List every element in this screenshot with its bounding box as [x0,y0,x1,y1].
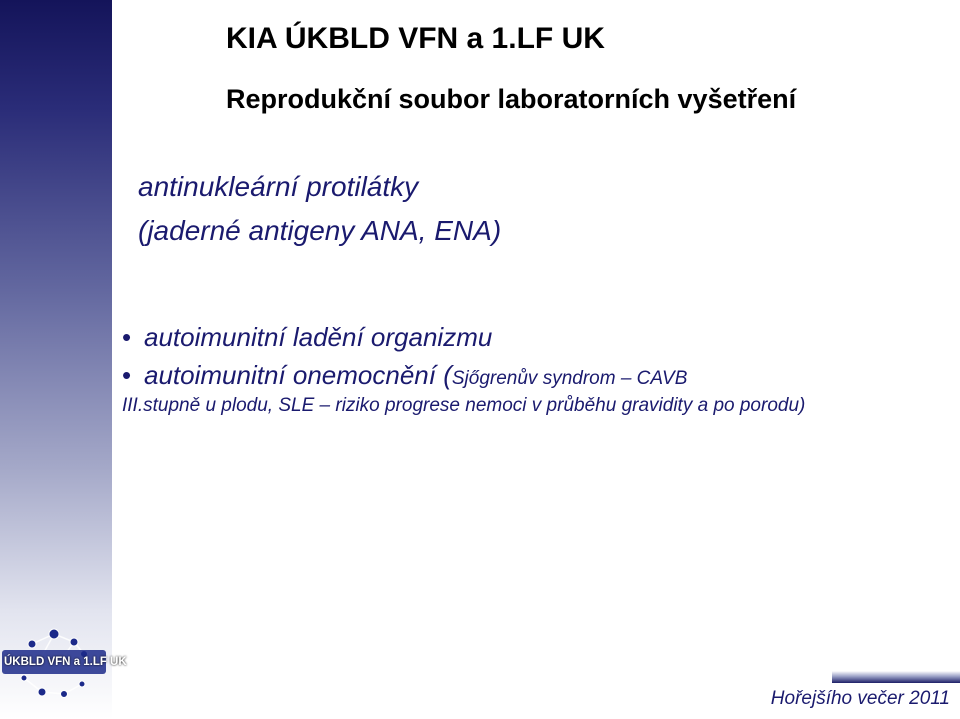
topic-line-2: (jaderné antigeny ANA, ENA) [138,215,502,246]
bullet-dot-icon: • [122,322,132,352]
bullet-continuation: III.stupně u plodu, SLE – riziko progrese nemoci v průběhu gravidity a po porodu) [122,395,806,416]
page-title: KIA ÚKBLD VFN a 1.LF UK [226,22,605,55]
bullet-item [122,318,922,356]
bullet-text: autoimunitní onemocnění ( [144,360,452,390]
bullet-dot-icon: • [122,360,132,390]
bullet-text-detail: Sjőgrenův syndrom – CAVB [451,368,688,389]
topic-heading [138,165,501,253]
page-subtitle: Reprodukční soubor laboratorních vyšetření [226,84,797,114]
bullet-text: autoimunitní ladění organizmu [144,322,493,352]
logo-label: ÚKBLD VFN a 1.LF UK [4,656,127,668]
topic-line-1: antinukleární protilátky [138,171,419,202]
bullet-list [122,318,922,419]
footer-accent-bar [832,671,960,683]
sidebar-gradient [0,0,112,719]
footer-text: Hořejšího večer 2011 [770,688,950,709]
